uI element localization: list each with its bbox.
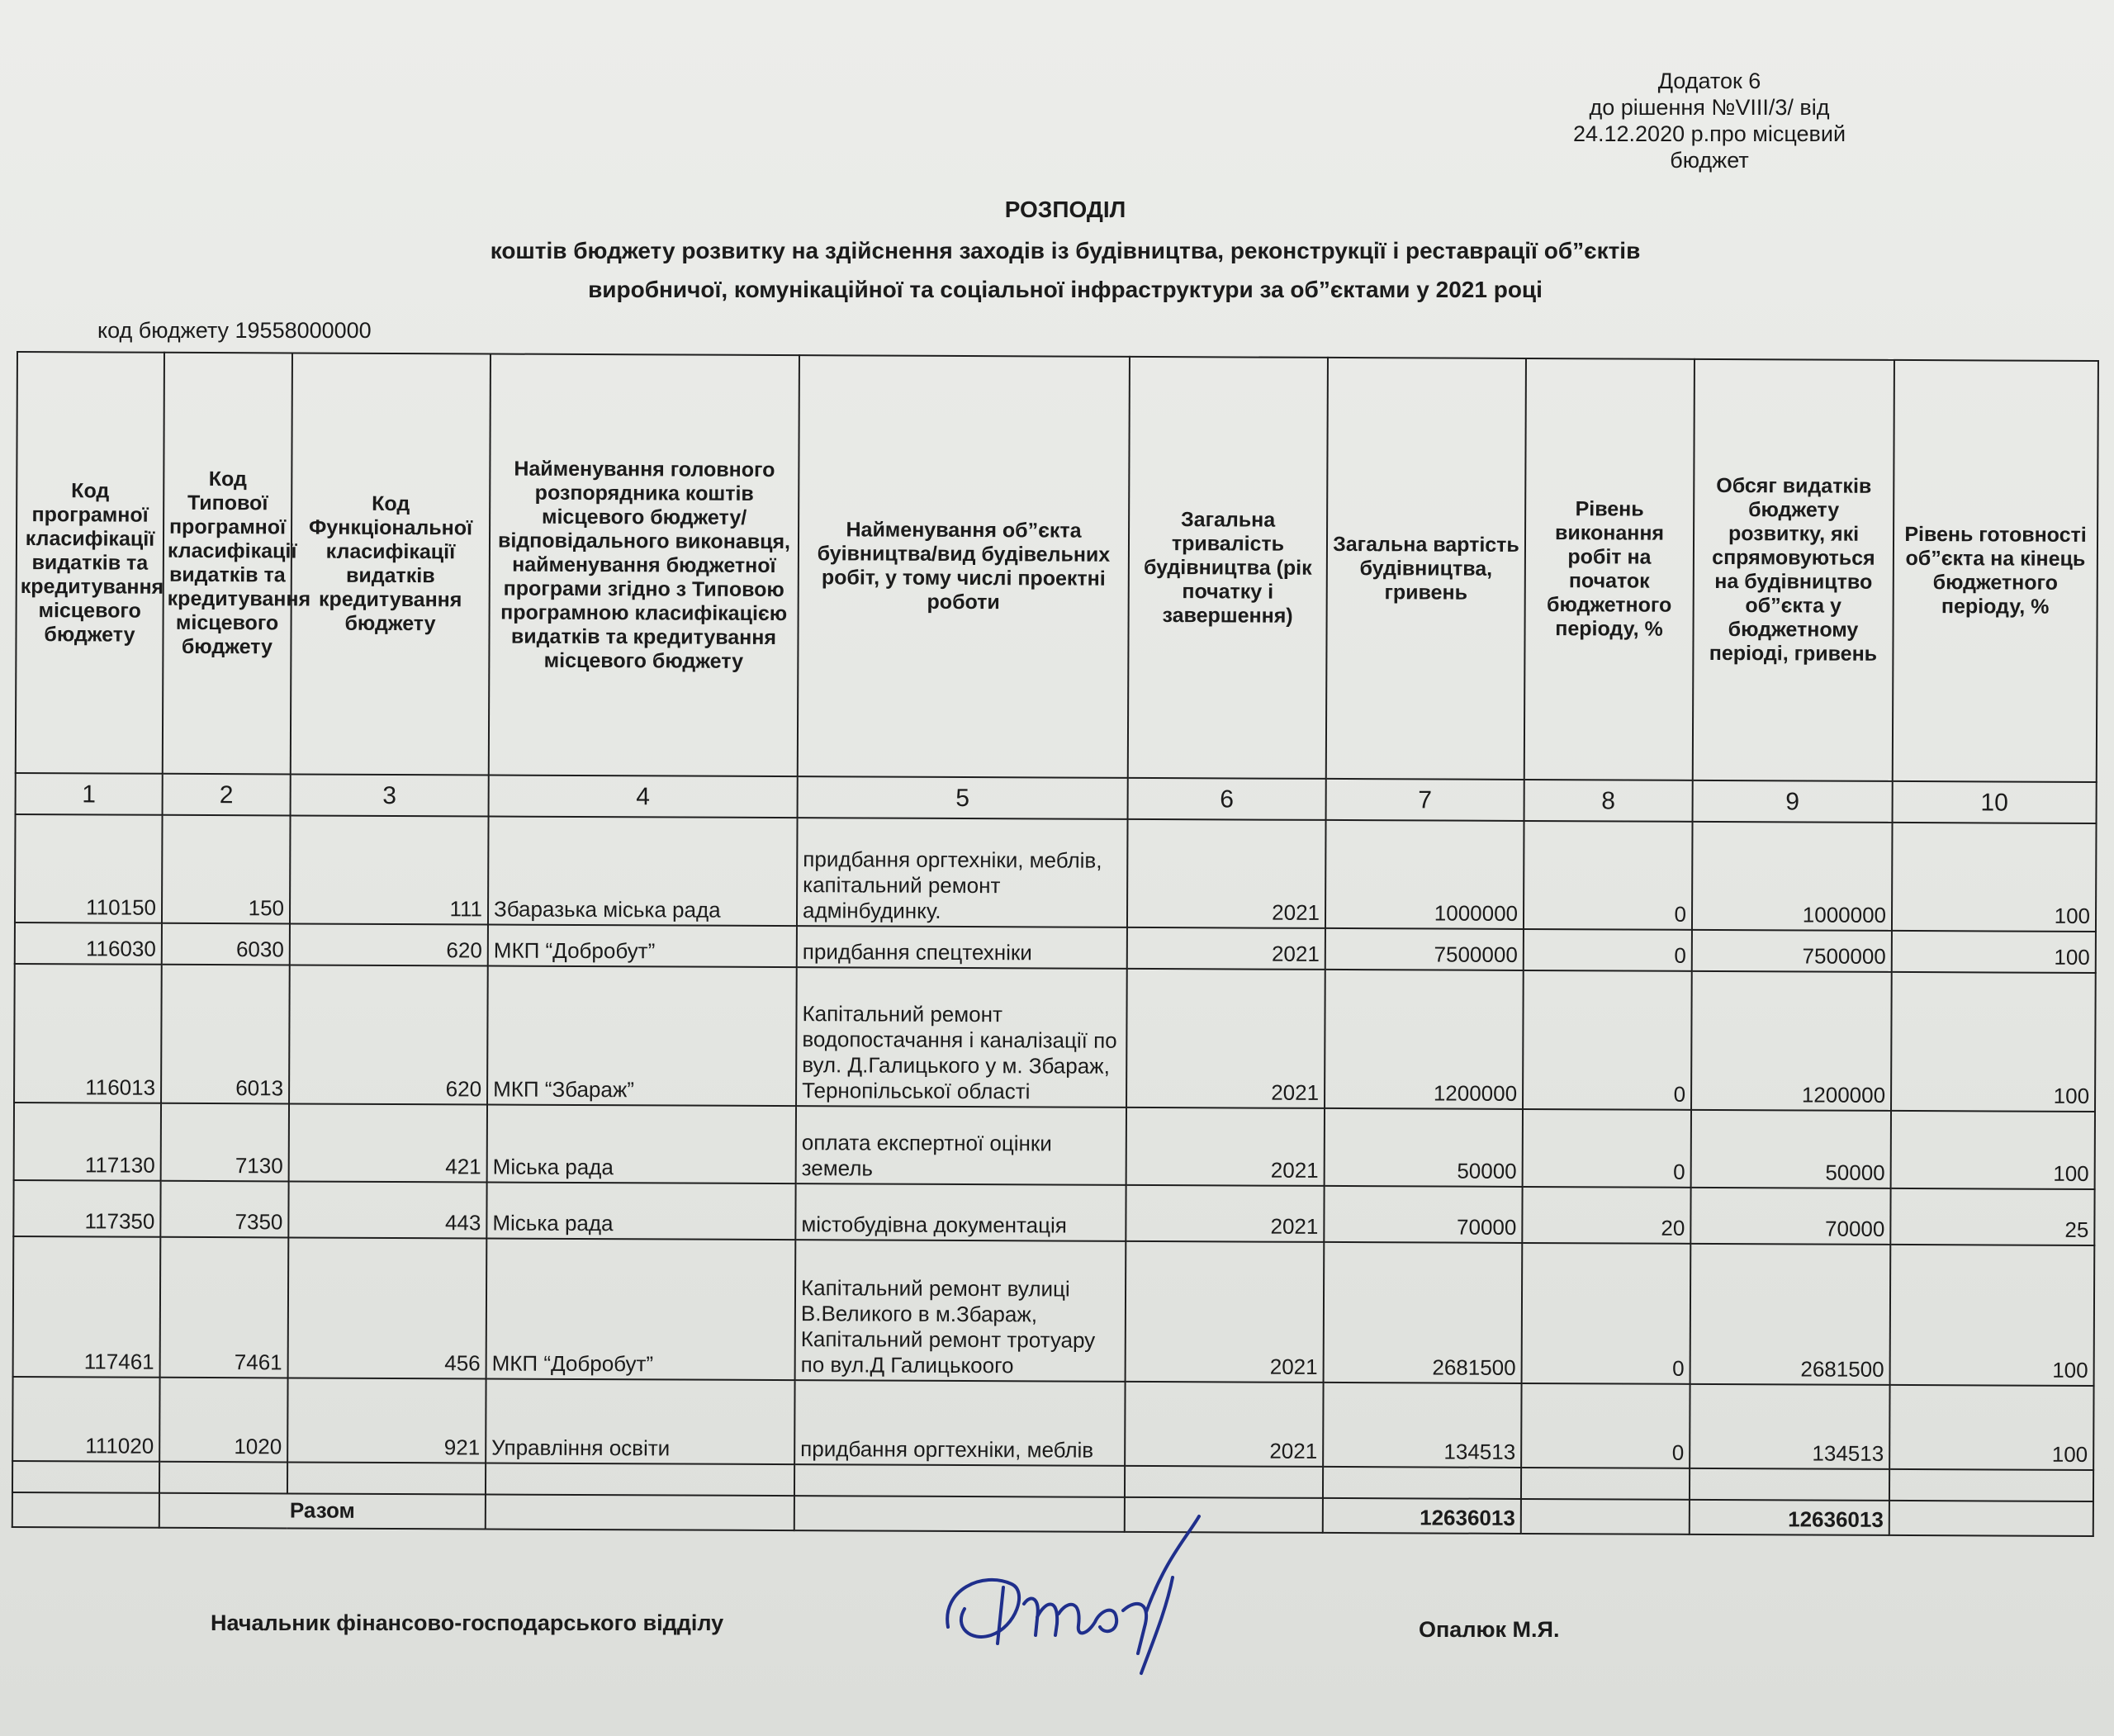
document-title-line-3: виробничої, комунікаційної та соціальної інфраструктури за об”єктами у 2021 році [588, 277, 1543, 302]
table-row [13, 1180, 2094, 1245]
header-total-cost: Загальна вартість будівництва, гривень [1326, 358, 1526, 780]
table-row [13, 1236, 2095, 1386]
column-number: 3 [291, 774, 489, 816]
cell-functional-code: 111 [290, 815, 489, 924]
cell-total-cost: 1200000 [1325, 970, 1524, 1109]
cell-manager-name: МКП “Збараж” [487, 965, 797, 1106]
cell-program-code: 110150 [15, 814, 163, 923]
cell-readiness: 100 [1890, 1245, 2095, 1386]
table-row [14, 1103, 2095, 1189]
cell-total-cost: 70000 [1324, 1186, 1522, 1243]
column-number: 1 [16, 773, 163, 815]
cell-total-cost: 2681500 [1324, 1242, 1523, 1383]
cell-total-cost: 7500000 [1325, 928, 1524, 970]
table-row [14, 964, 2096, 1112]
cell-readiness: 25 [1890, 1188, 2094, 1245]
signatory-name: Опалюк М.Я. [1419, 1617, 1560, 1642]
column-number: 5 [798, 776, 1128, 819]
cell-readiness: 100 [1889, 1385, 2093, 1470]
cell-start-level: 0 [1523, 970, 1692, 1110]
cell-expenditure: 2681500 [1690, 1244, 1891, 1385]
cell-program-code: 117461 [13, 1236, 161, 1378]
cell-typical-code: 1020 [159, 1378, 287, 1463]
header-readiness: Рівень готовності об”єкта на кінець бюджетного періоду, % [1893, 360, 2098, 782]
cell-functional-code: 921 [287, 1378, 486, 1463]
cell-total-cost: 50000 [1325, 1108, 1523, 1187]
cell-expenditure: 50000 [1691, 1110, 1891, 1188]
cell-object-name: придбання оргтехніки, меблів [794, 1380, 1125, 1466]
cell-readiness: 100 [1891, 1111, 2095, 1189]
cell-typical-code: 6030 [162, 923, 290, 965]
column-number: 4 [489, 775, 798, 818]
appendix-line-2: до рішення №VIII/3/ від [1589, 95, 1830, 120]
cell-object-name: Капітальний ремонт водопостачання і каналізації по вул. Д.Галицького у м. Збараж, Тернопільської області [796, 967, 1127, 1108]
cell-total-cost: 1000000 [1325, 820, 1524, 929]
column-number: 9 [1693, 780, 1893, 823]
cell-object-name: Капітальний ремонт вулиці В.Великого в м.Збараж, Капітальний ремонт тротуару по вул.Д Галицькоого [795, 1240, 1126, 1382]
cell-object-name: придбання спецтехніки [797, 926, 1127, 969]
cell-typical-code: 6013 [161, 965, 290, 1104]
column-number: 6 [1128, 778, 1326, 820]
cell-readiness: 100 [1891, 972, 2096, 1112]
header-program-code: Код програмної класифікації видатків та кредитування місцевого бюджету [16, 352, 164, 774]
signatory-position: Начальник фінансово-господарського відділу [211, 1610, 724, 1635]
total-expenditure: 12636013 [1690, 1500, 1889, 1535]
cell-program-code: 117130 [14, 1103, 161, 1181]
cell-duration: 2021 [1127, 927, 1325, 970]
header-start-level: Рівень виконання робіт на початок бюджетного періоду, % [1524, 358, 1695, 780]
cell-expenditure: 134513 [1690, 1384, 1889, 1469]
table-row [15, 814, 2097, 932]
cell-duration: 2021 [1126, 969, 1325, 1108]
distribution-table [12, 351, 2099, 1537]
column-number: 2 [163, 774, 291, 816]
cell-object-name: оплата експертної оцінки земель [796, 1106, 1126, 1185]
column-number: 8 [1524, 780, 1693, 822]
cell-functional-code: 620 [289, 965, 488, 1104]
cell-functional-code: 456 [288, 1237, 487, 1378]
cell-manager-name: МКП “Добробут” [488, 924, 797, 967]
cell-manager-name: Міська рада [487, 1104, 796, 1183]
cell-duration: 2021 [1127, 819, 1326, 928]
cell-manager-name: МКП “Добробут” [486, 1238, 796, 1380]
cell-start-level: 0 [1524, 929, 1692, 971]
total-cost: 12636013 [1323, 1498, 1521, 1534]
cell-start-level: 0 [1524, 821, 1693, 930]
header-typical-code: Код Типової програмної класифікації видатків та кредитування місцевого бюджету [163, 353, 292, 775]
cell-manager-name: Міська рада [486, 1182, 795, 1240]
cell-typical-code: 150 [162, 815, 291, 924]
cell-duration: 2021 [1125, 1382, 1323, 1467]
cell-duration: 2021 [1126, 1241, 1325, 1383]
cell-manager-name: Збаразька міська рада [488, 816, 798, 926]
cell-start-level: 0 [1523, 1109, 1691, 1188]
appendix-line-3: 24.12.2020 р.про місцевий [1572, 121, 1846, 146]
cell-object-name: придбання оргтехніки, меблів, капітальний ремонт адмінбудинку. [797, 818, 1128, 927]
total-label: Разом [159, 1493, 486, 1530]
column-number: 10 [1893, 781, 2097, 823]
appendix-line-4: бюджет [1670, 148, 1749, 173]
appendix-line-1: Додаток 6 [1657, 69, 1761, 93]
cell-start-level: 20 [1522, 1187, 1690, 1244]
cell-expenditure: 1200000 [1691, 971, 1892, 1111]
budget-code: код бюджету 19558000000 [97, 318, 372, 343]
cell-functional-code: 421 [289, 1103, 487, 1182]
appendix-note [1536, 68, 1883, 173]
cell-functional-code: 443 [288, 1181, 486, 1238]
table-row [12, 1377, 2093, 1470]
header-object-name: Найменування об”єкта буівництва/вид будівельних робіт, у тому числі проектні роботи [798, 355, 1130, 778]
cell-functional-code: 620 [290, 923, 488, 965]
document-heading: РОЗПОДІЛ [1004, 197, 1126, 222]
cell-duration: 2021 [1126, 1108, 1325, 1186]
cell-program-code: 116030 [15, 923, 162, 965]
cell-readiness: 100 [1892, 823, 2097, 932]
cell-typical-code: 7130 [161, 1103, 289, 1182]
cell-program-code: 111020 [12, 1377, 159, 1462]
cell-readiness: 100 [1892, 931, 2096, 973]
cell-expenditure: 1000000 [1692, 822, 1893, 931]
cell-expenditure: 7500000 [1692, 930, 1892, 972]
cell-expenditure: 70000 [1690, 1188, 1890, 1245]
column-number: 7 [1326, 779, 1524, 821]
cell-program-code: 117350 [13, 1180, 160, 1237]
document-title-line-2: коштів бюджету розвитку на здійснення заходів із будівництва, реконструкції і реставрації об”єктів [490, 238, 1641, 263]
cell-object-name: містобудівна документація [795, 1183, 1126, 1241]
cell-program-code: 116013 [14, 964, 162, 1103]
cell-start-level: 0 [1522, 1243, 1691, 1384]
header-functional-code: Код Функціональної класифікації видатків кредитування бюджету [291, 353, 491, 775]
cell-manager-name: Управління освіти [486, 1378, 794, 1464]
handwritten-signature [925, 1511, 1222, 1677]
cell-typical-code: 7461 [160, 1237, 289, 1378]
cell-start-level: 0 [1521, 1383, 1690, 1468]
cell-total-cost: 134513 [1323, 1383, 1521, 1468]
header-manager-name: Найменування головного розпорядника коштів місцевого бюджету/відповідального виконавця, найменування бюджетної програми згідно з Типовою програмною класифікацією видатків та кредитування місцевого бюджету [489, 354, 799, 777]
cell-duration: 2021 [1126, 1185, 1324, 1242]
header-duration: Загальна тривалість будівництва (рік початку і завершення) [1128, 357, 1328, 779]
header-expenditure: Обсяг видатків бюджету розвитку, які спрямовуються на будівництво об”єкта у бюджетному періоді, гривень [1693, 359, 1894, 781]
table-header-row [16, 352, 2098, 782]
cell-typical-code: 7350 [160, 1181, 288, 1238]
